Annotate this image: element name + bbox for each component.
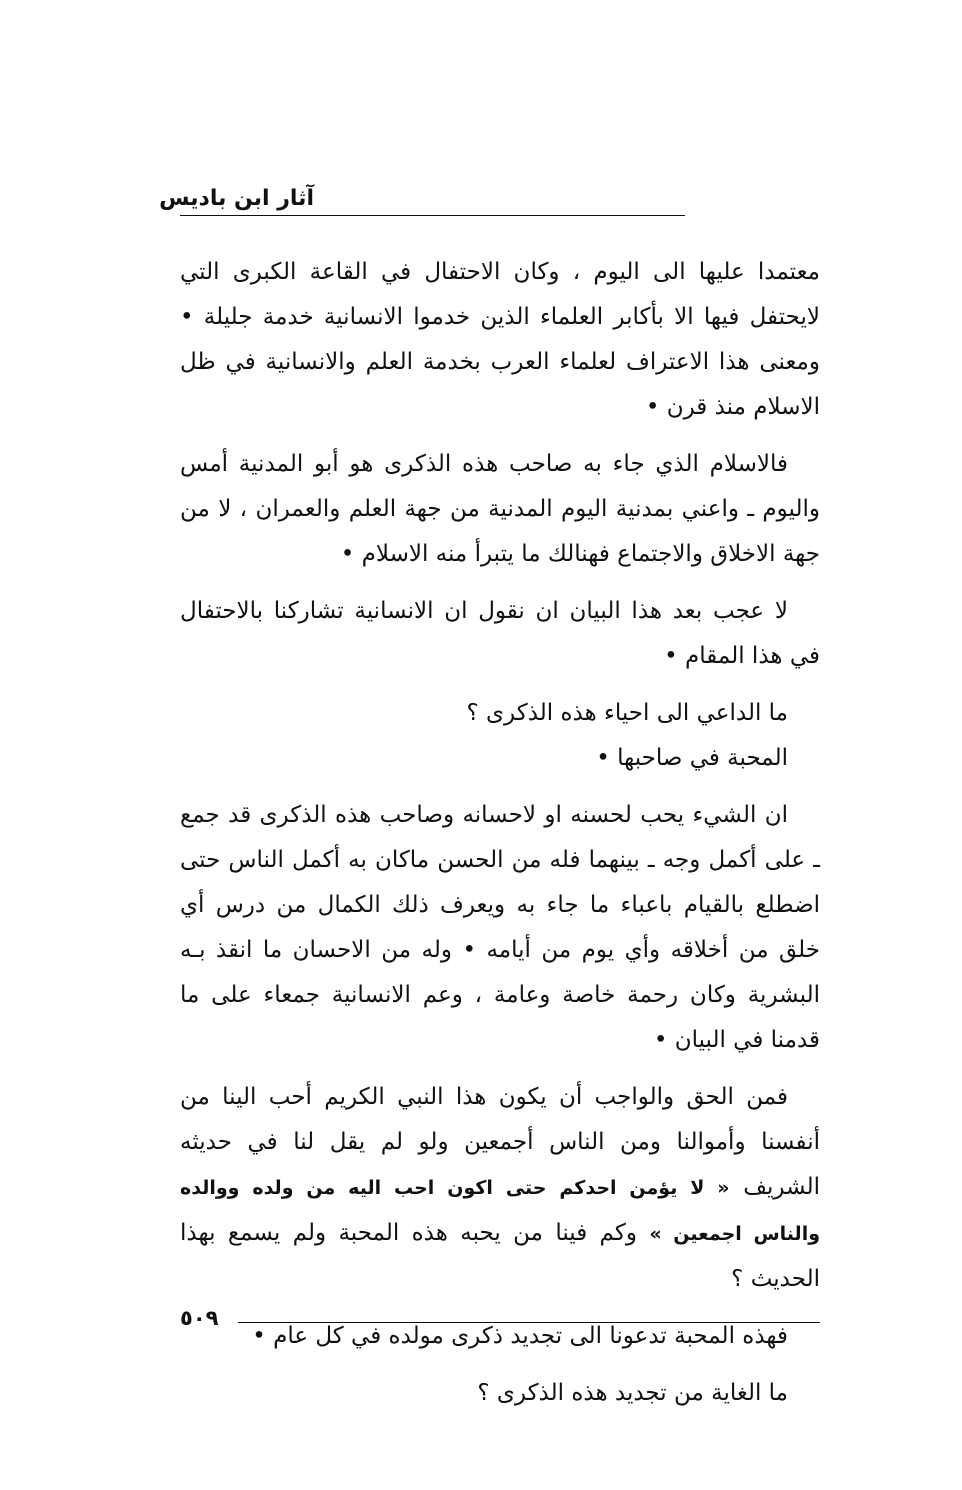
question-line-2: ما الغاية من تجديد هذه الذكرى ؟ bbox=[477, 1380, 788, 1406]
paragraph-1: معتمدا عليها الى اليوم ، وكان الاحتفال في القاعة الكبرى التي لايحتفل فيها الا بأكابر العلماء الذين خدموا الانسانية خدمة جليلة • ومعنى هذا الاعتراف لعلماء العرب بخدمة العلم والانسانية في ظل الاسلام منذ قرن • bbox=[180, 259, 820, 420]
paragraph-5-intro: فمن الحق والواجب أن يكون هذا النبي الكريم أحب الينا من أنفسنا وأموالنا ومن الناس أجمعين ولو لم يقل لنا في حديثه الشريف bbox=[180, 1084, 821, 1200]
question-line-1: ما الداعي الى احياء هذه الذكرى ؟ bbox=[466, 700, 788, 726]
answer-line-1: المحبة في صاحبها • bbox=[596, 745, 788, 771]
page-number: ٥٠٩ bbox=[180, 1306, 219, 1330]
paragraph-3: لا عجب بعد هذا البيان ان نقول ان الانسانية تشاركنا بالاحتفال في هذا المقام • bbox=[180, 598, 820, 669]
header-rule bbox=[180, 215, 685, 216]
statement-line: فهذه المحبة تدعونا الى تجديد ذكرى مولده في كل عام • bbox=[252, 1323, 788, 1349]
footer-rule bbox=[238, 1322, 820, 1323]
paragraph-5-closing: وكم فينا من يحبه هذه المحبة ولم يسمع بهذا الحديث ؟ bbox=[180, 1220, 820, 1292]
body-text bbox=[180, 250, 820, 1416]
book-title: آثار ابن باديس bbox=[159, 186, 314, 211]
running-header bbox=[159, 186, 820, 226]
page-footer bbox=[180, 1306, 820, 1336]
paragraph-5 bbox=[180, 1075, 820, 1302]
paragraph-2: فالاسلام الذي جاء به صاحب هذه الذكرى هو أبو المدنية أمس واليوم ـ واعني بمدنية اليوم المدنية من جهة العلم والعمران ، لا من جهة الاخلاق والاجتماع فهنالك ما يتبرأ منه الاسلام • bbox=[180, 451, 820, 567]
hadith-quote: « لا يؤمن احدكم حتى اكون احب اليه من ولده ووالده والناس اجمعين » bbox=[180, 1177, 821, 1245]
paragraph-4: ان الشيء يحب لحسنه او لاحسانه وصاحب هذه الذكرى قد جمع ـ على أكمل وجه ـ بينهما فله من الحسن ماكان به أكمل الناس حتى اضطلع بالقيام باعباء ما جاء به ويعرف ذلك الكمال من درس أي خلق من أخلاقه وأي يوم من أيامه • وله من الاحسان ما انقذ بـه البشرية وكان رحمة خاصة وعامة ، وعم الانسانية جمعاء على ما قدمنا في البيان • bbox=[180, 802, 820, 1053]
